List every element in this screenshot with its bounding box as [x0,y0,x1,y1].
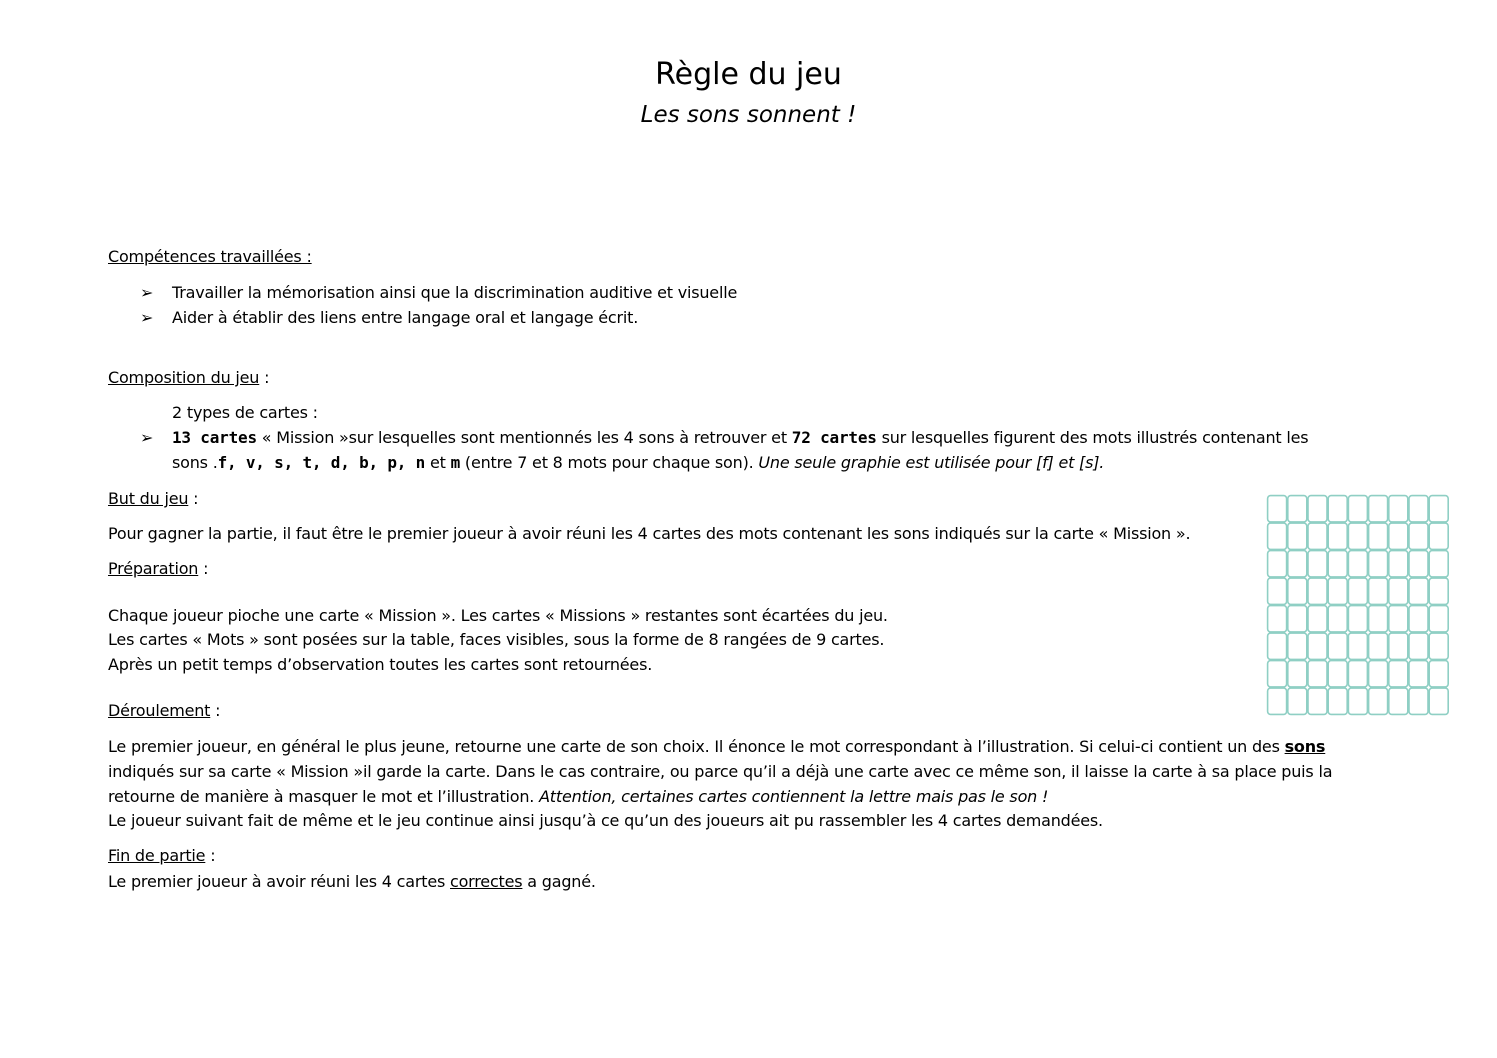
card-slot [1268,688,1287,714]
deroulement-line-1 [108,734,1325,759]
sound-last: m [450,453,461,472]
preparation-line: Chaque joueur pioche une carte « Mission ». Les cartes « Missions » restantes sont écartées du jeu. [108,606,888,625]
preparation-heading [108,556,208,581]
card-slot [1429,606,1448,632]
fin-heading-label: Fin de partie [108,846,206,865]
sounds-list: f, v, s, t, d, b, p, n [217,453,426,472]
card-slot [1288,606,1307,632]
card-slot [1389,661,1408,687]
card-slot [1328,496,1347,522]
card-slot [1429,523,1448,549]
card-slot [1308,633,1327,659]
composition-intro: 2 types de cartes : [172,403,318,422]
card-slot [1409,688,1428,714]
card-slot [1348,551,1367,577]
competence-item: Travailler la mémorisation ainsi que la discrimination auditive et visuelle [172,283,738,302]
card-slot [1288,578,1307,604]
card-slot [1268,578,1287,604]
fin-text-part: a gagné. [522,872,596,891]
preparation-line: Après un petit temps d’observation toutes les cartes sont retournées. [108,655,653,674]
card-slot [1369,688,1388,714]
card-slot [1429,633,1448,659]
but-heading [108,486,198,511]
card-slot [1409,578,1428,604]
card-slot [1348,661,1367,687]
deroulement-warning: Attention, certaines cartes contiennent la lettre mais pas le son ! [539,787,1049,806]
mission-text: « Mission »sur lesquelles sont mentionnés les 4 sons à retrouver et [256,428,792,447]
sounds-detail: (entre 7 et 8 mots pour chaque son). [460,453,759,472]
card-slot [1369,633,1388,659]
composition-heading [108,365,269,390]
composition-line-2 [172,450,1104,475]
card-slot [1348,496,1367,522]
deroulement-emphasis: sons [1284,737,1326,756]
card-slot [1348,688,1367,714]
card-slot [1308,551,1327,577]
preparation-heading-label: Préparation [108,559,199,578]
card-slot [1389,688,1408,714]
arrow-bullet-icon: ➢ [140,283,154,302]
card-slot [1348,523,1367,549]
card-slot [1328,523,1347,549]
composition-line-1 [172,425,1308,450]
card-slot [1268,633,1287,659]
competences-heading [108,244,312,269]
card-slot [1328,578,1347,604]
card-slot [1429,661,1448,687]
heading-suffix: : [198,559,209,578]
fin-text-part: Le premier joueur à avoir réuni les 4 cartes [108,872,450,891]
heading-suffix: : [259,368,270,387]
card-slot [1389,523,1408,549]
card-slot [1348,578,1367,604]
card-slot [1409,606,1428,632]
deroulement-text: retourne de manière à masquer le mot et l’illustration. [108,787,540,806]
card-slot [1288,496,1307,522]
fin-heading [108,843,215,868]
card-slot [1268,551,1287,577]
card-slot [1268,661,1287,687]
card-slot [1409,633,1428,659]
card-slot [1389,606,1408,632]
card-slot [1268,523,1287,549]
card-slot [1328,633,1347,659]
competence-item: Aider à établir des liens entre langage oral et langage écrit. [172,308,639,327]
card-layout-grid [1266,494,1452,720]
deroulement-text: Le premier joueur, en général le plus jeune, retourne une carte de son choix. Il énonce le mot correspondant à l’illustration. Si celui-ci contient un des [108,737,1285,756]
composition-heading-label: Composition du jeu [108,368,260,387]
card-slot [1308,661,1327,687]
card-slot [1389,578,1408,604]
deroulement-line-3 [108,784,1048,809]
card-slot [1348,633,1367,659]
fin-text [108,869,596,894]
but-text: Pour gagner la partie, il faut être le premier joueur à avoir réuni les 4 cartes des mots contenant les sons indiqués sur la carte « Mission ». [108,524,1191,543]
preparation-line: Les cartes « Mots » sont posées sur la table, faces visibles, sous la forme de 8 rangées de 9 cartes. [108,630,885,649]
card-slot [1369,496,1388,522]
deroulement-line-4: Le joueur suivant fait de même et le jeu continue ainsi jusqu’à ce qu’un des joueurs ait pu rassembler les 4 cartes demandées. [108,811,1103,830]
competences-heading-label: Compétences travaillées : [108,247,312,266]
card-slot [1389,496,1408,522]
card-slot [1328,661,1347,687]
card-slot [1308,578,1327,604]
card-slot [1429,551,1448,577]
fin-emphasis: correctes [450,872,523,891]
sounds-note: Une seule graphie est utilisée pour [f] et [s]. [758,453,1105,472]
card-slot [1288,688,1307,714]
deroulement-line-2: indiqués sur sa carte « Mission »il garde la carte. Dans le cas contraire, ou parce qu’il a déjà une carte avec ce même son, il laisse la carte à sa place puis la [108,762,1333,781]
heading-suffix: : [210,701,221,720]
card-slot [1308,523,1327,549]
page-title: Règle du jeu [655,57,842,92]
card-slot [1268,496,1287,522]
but-heading-label: But du jeu [108,489,189,508]
words-text: sur lesquelles figurent des mots illustrés contenant les [876,428,1309,447]
card-slot [1429,496,1448,522]
card-slot [1288,633,1307,659]
card-slot [1369,551,1388,577]
page-subtitle: Les sons sonnent ! [640,102,857,128]
sounds-and: et [425,453,451,472]
card-slot [1348,606,1367,632]
card-slot [1308,496,1327,522]
card-slot [1409,551,1428,577]
card-slot [1328,688,1347,714]
card-slot [1389,633,1408,659]
deroulement-heading [108,698,220,723]
card-slot [1369,578,1388,604]
card-slot [1429,578,1448,604]
heading-suffix: : [205,846,216,865]
word-card-count: 72 cartes [791,428,877,447]
card-slot [1369,661,1388,687]
card-slot [1409,661,1428,687]
card-slot [1268,606,1287,632]
card-slot [1389,551,1408,577]
card-slot [1288,661,1307,687]
sounds-prefix: sons . [172,453,218,472]
card-slot [1288,523,1307,549]
card-slot [1308,688,1327,714]
mission-card-count: 13 cartes [172,428,257,447]
arrow-bullet-icon: ➢ [140,428,154,447]
card-slot [1369,523,1388,549]
card-slot [1409,523,1428,549]
deroulement-heading-label: Déroulement [108,701,211,720]
heading-suffix: : [188,489,199,508]
card-slot [1409,496,1428,522]
card-slot [1308,606,1327,632]
card-slot [1328,606,1347,632]
card-slot [1429,688,1448,714]
card-slot [1369,606,1388,632]
card-slot [1288,551,1307,577]
card-slot [1328,551,1347,577]
arrow-bullet-icon: ➢ [140,308,154,327]
